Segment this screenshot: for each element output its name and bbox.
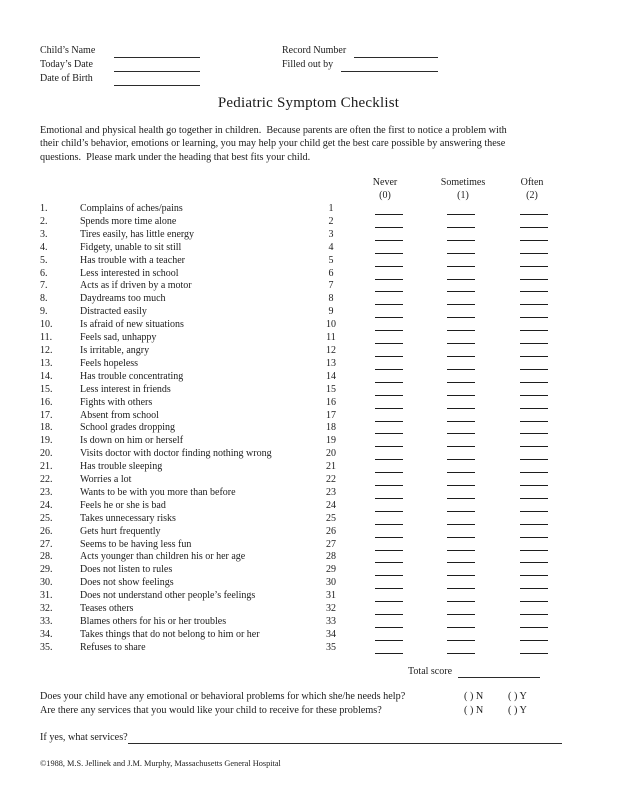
answer-blank-never[interactable] (375, 345, 403, 357)
answer-blank-never[interactable] (375, 526, 403, 538)
answer-blank-often[interactable] (520, 319, 548, 331)
checklist-row (0, 242, 617, 255)
total-score-blank[interactable] (458, 666, 540, 678)
field-label: Record Number (282, 45, 347, 56)
record-info-fields (282, 44, 438, 72)
checklist-row (0, 422, 617, 435)
item-text: Refuses to share (80, 641, 146, 653)
item-number: 7. (40, 280, 48, 292)
answer-blank-sometimes[interactable] (447, 564, 475, 576)
item-number-right: 11 (326, 332, 336, 344)
yes-no-questions (0, 690, 617, 717)
answer-blank-never[interactable] (375, 293, 403, 305)
checklist-row (0, 513, 617, 526)
answer-blank-never[interactable] (375, 448, 403, 460)
answer-blank-never[interactable] (375, 564, 403, 576)
radio-no[interactable]: ( ) N (464, 691, 484, 702)
copyright-text: ©1988, M.S. Jellinek and J.M. Murphy, Massachusetts General Hospital (40, 759, 281, 768)
answer-blank-sometimes[interactable] (447, 422, 475, 434)
rating-column-value: (0) (379, 190, 391, 201)
item-text: Visits doctor with doctor finding nothing wrong (80, 448, 272, 460)
answer-blank-sometimes[interactable] (447, 513, 475, 525)
answer-blank-never[interactable] (375, 229, 403, 241)
item-number: 9. (40, 306, 48, 318)
checklist-row (0, 293, 617, 306)
item-number: 8. (40, 293, 48, 305)
answer-blank-often[interactable] (520, 306, 548, 318)
item-number: 28. (40, 551, 53, 563)
answer-blank-sometimes[interactable] (447, 397, 475, 409)
checklist-row (0, 564, 617, 577)
item-number: 27. (40, 538, 53, 550)
item-number: 3. (40, 228, 48, 240)
item-number: 31. (40, 590, 53, 602)
answer-blank-often[interactable] (520, 564, 548, 576)
item-number: 23. (40, 486, 53, 498)
answer-blank-never[interactable] (375, 551, 403, 563)
answer-blank-never[interactable] (375, 629, 403, 641)
answer-blank-never[interactable] (375, 384, 403, 396)
answer-blank-never[interactable] (375, 280, 403, 292)
item-text: Teases others (80, 603, 134, 615)
answer-blank-never[interactable] (375, 603, 403, 615)
answer-blank-sometimes[interactable] (447, 526, 475, 538)
item-text: Blames others for his or her troubles (80, 616, 227, 627)
item-number: 29. (40, 564, 53, 576)
item-number-right: 1 (328, 203, 334, 214)
answer-blank-never[interactable] (375, 306, 403, 318)
answer-blank-often[interactable] (520, 358, 548, 370)
rating-column-label: Never (372, 177, 398, 188)
answer-blank-often[interactable] (520, 268, 548, 280)
item-number-right: 15 (326, 383, 336, 395)
checklist-row (0, 358, 617, 371)
answer-blank-sometimes[interactable] (447, 358, 475, 370)
item-number-right: 5 (328, 254, 334, 266)
answer-blank-never[interactable] (375, 203, 403, 215)
answer-blank-often[interactable] (520, 410, 548, 422)
answer-blank-sometimes[interactable] (447, 216, 475, 228)
patient-info-fields (40, 44, 200, 87)
item-number: 16. (40, 396, 53, 408)
answer-blank-sometimes[interactable] (447, 642, 475, 654)
checklist-row (0, 500, 617, 513)
answer-blank-never[interactable] (375, 539, 403, 551)
item-text: Has trouble with a teacher (80, 254, 185, 266)
answer-blank-often[interactable] (520, 577, 548, 589)
item-text: Feels he or she is bad (80, 499, 166, 511)
intro-line: Emotional and physical health go together in children. Because parents are often the first to notice a problem with (40, 125, 507, 136)
answer-blank-sometimes[interactable] (447, 616, 475, 628)
rating-column-header (373, 176, 397, 202)
checklist-row (0, 268, 617, 281)
item-number-right: 32 (326, 603, 336, 615)
answer-blank-often[interactable] (520, 216, 548, 228)
page-title: Pediatric Symptom Checklist (217, 95, 400, 111)
answer-blank-never[interactable] (375, 397, 403, 409)
rating-column-header (521, 176, 544, 202)
answer-blank-often[interactable] (520, 539, 548, 551)
answer-blank-often[interactable] (520, 474, 548, 486)
item-text: Tires easily, has little energy (80, 228, 195, 240)
answer-blank-sometimes[interactable] (447, 577, 475, 589)
radio-yes[interactable]: ( ) Y (508, 691, 527, 702)
item-number-right: 3 (328, 228, 334, 240)
answer-blank-never[interactable] (375, 487, 403, 499)
answer-blank-sometimes[interactable] (447, 539, 475, 551)
answer-blank-often[interactable] (520, 461, 548, 473)
answer-blank-sometimes[interactable] (447, 590, 475, 602)
answer-blank-never[interactable] (375, 268, 403, 280)
rating-column-label: Often (520, 177, 544, 188)
item-number: 21. (40, 461, 53, 473)
answer-blank-often[interactable] (520, 422, 548, 434)
rating-column-header (441, 176, 485, 202)
item-number: 6. (40, 267, 48, 279)
item-number: 5. (40, 254, 48, 266)
field-label: Filled out by (282, 59, 334, 71)
answer-blank-sometimes[interactable] (447, 474, 475, 486)
checklist-row (0, 577, 617, 590)
answer-blank-never[interactable] (375, 242, 403, 254)
item-number-right: 13 (326, 357, 336, 369)
field-label: Date of Birth (40, 73, 93, 85)
answer-blank-sometimes[interactable] (447, 410, 475, 422)
checklist-row (0, 280, 617, 293)
item-number: 14. (40, 370, 53, 382)
total-score (408, 666, 540, 678)
checklist-row (0, 642, 617, 655)
rating-column-value: (2) (526, 190, 538, 201)
answer-blank-often[interactable] (520, 293, 548, 305)
item-number-right: 8 (328, 293, 334, 305)
item-number: 18. (40, 422, 53, 434)
item-number-right: 7 (328, 280, 334, 292)
item-number-right: 6 (328, 267, 334, 279)
item-number-right: 26 (326, 525, 336, 537)
answer-blank-sometimes[interactable] (447, 448, 475, 460)
field-label: Child’s Name (40, 45, 96, 56)
services-blank-line[interactable] (128, 731, 562, 744)
checklist-row (0, 332, 617, 345)
question-row (0, 690, 617, 704)
field-blank-line[interactable] (341, 58, 438, 72)
answer-blank-sometimes[interactable] (447, 203, 475, 215)
item-number-right: 16 (326, 396, 336, 408)
answer-blank-never[interactable] (375, 642, 403, 654)
item-text: Less interest in friends (80, 383, 171, 395)
item-number: 11. (40, 332, 53, 344)
item-number: 15. (40, 383, 53, 395)
checklist-row (0, 255, 617, 268)
form-field-row (282, 58, 438, 72)
form-field-row (40, 72, 200, 86)
rating-column-label: Sometimes (440, 177, 486, 188)
answer-blank-sometimes[interactable] (447, 293, 475, 305)
item-number-right: 14 (326, 370, 336, 382)
answer-blank-often[interactable] (520, 397, 548, 409)
answer-blank-often[interactable] (520, 384, 548, 396)
item-number-right: 19 (326, 435, 336, 447)
checklist-items (0, 203, 617, 655)
form-field-row (40, 58, 200, 72)
item-number-right: 31 (326, 590, 336, 602)
checklist-row (0, 384, 617, 397)
field-blank-line[interactable] (114, 58, 200, 72)
item-text: Spends more time alone (80, 215, 177, 227)
item-number: 26. (40, 525, 53, 537)
item-text: Absent from school (80, 409, 159, 421)
answer-blank-never[interactable] (375, 410, 403, 422)
answer-blank-never[interactable] (375, 371, 403, 383)
item-number: 2. (40, 215, 48, 227)
item-number-right: 30 (326, 577, 336, 589)
question-row (0, 704, 617, 718)
answer-blank-never[interactable] (375, 435, 403, 447)
item-number-right: 2 (328, 215, 334, 227)
question-text: Does your child have any emotional or behavioral problems for which she/he needs help? (40, 691, 406, 702)
intro-line: questions. Please mark under the heading that best fits your child. (40, 151, 311, 163)
checklist-row (0, 216, 617, 229)
answer-blank-sometimes[interactable] (447, 319, 475, 331)
item-text: Daydreams too much (80, 293, 166, 305)
item-text: Acts as if driven by a motor (80, 280, 192, 292)
answer-blank-sometimes[interactable] (447, 242, 475, 254)
item-text: Acts younger than children his or her age (80, 551, 246, 563)
answer-blank-often[interactable] (520, 371, 548, 383)
field-blank-line[interactable] (114, 72, 200, 86)
item-number: 34. (40, 628, 53, 640)
answer-blank-often[interactable] (520, 255, 548, 267)
answer-blank-sometimes[interactable] (447, 371, 475, 383)
item-number-right: 9 (328, 306, 334, 318)
item-text: Takes unnecessary risks (80, 512, 176, 524)
answer-blank-often[interactable] (520, 642, 548, 654)
item-text: Distracted easily (80, 306, 147, 318)
item-number-right: 10 (326, 319, 336, 331)
rating-column-value: (1) (457, 190, 469, 201)
item-number-right: 4 (328, 241, 334, 253)
item-number: 17. (40, 409, 53, 421)
services-question-label: If yes, what services? (40, 732, 128, 743)
item-number-right: 21 (326, 461, 336, 473)
services-question (40, 731, 562, 744)
item-text: Fidgety, unable to sit still (80, 241, 182, 253)
item-text: Does not understand other people’s feelings (80, 590, 256, 602)
item-number-right: 23 (326, 486, 336, 498)
answer-blank-often[interactable] (520, 345, 548, 357)
item-text: Does not show feelings (80, 577, 174, 589)
answer-blank-never[interactable] (375, 577, 403, 589)
answer-blank-often[interactable] (520, 448, 548, 460)
item-text: Worries a lot (80, 474, 132, 486)
item-number: 12. (40, 344, 53, 356)
answer-blank-sometimes[interactable] (447, 435, 475, 447)
item-number: 35. (40, 641, 53, 653)
answer-blank-often[interactable] (520, 513, 548, 525)
item-text: Seems to be having less fun (80, 538, 192, 550)
checklist-row (0, 487, 617, 500)
answer-blank-never[interactable] (375, 422, 403, 434)
answer-blank-never[interactable] (375, 513, 403, 525)
answer-blank-never[interactable] (375, 590, 403, 602)
answer-blank-sometimes[interactable] (447, 345, 475, 357)
answer-blank-never[interactable] (375, 500, 403, 512)
item-text: Feels hopeless (80, 357, 139, 369)
field-label: Today’s Date (40, 59, 93, 71)
answer-blank-often[interactable] (520, 280, 548, 292)
item-number: 30. (40, 577, 53, 589)
item-text: Does not listen to rules (80, 564, 173, 576)
item-number-right: 35 (326, 641, 336, 653)
item-number: 10. (40, 319, 53, 331)
checklist-row (0, 229, 617, 242)
answer-blank-sometimes[interactable] (447, 487, 475, 499)
item-number-right: 18 (326, 422, 336, 434)
checklist-row (0, 306, 617, 319)
answer-blank-often[interactable] (520, 629, 548, 641)
checklist-row (0, 397, 617, 410)
item-number: 24. (40, 499, 53, 511)
answer-blank-often[interactable] (520, 229, 548, 241)
answer-blank-often[interactable] (520, 435, 548, 447)
item-text: Has trouble concentrating (80, 370, 184, 382)
item-number: 1. (40, 203, 48, 214)
answer-blank-often[interactable] (520, 242, 548, 254)
checklist-row (0, 474, 617, 487)
item-number-right: 24 (326, 499, 336, 511)
checklist-row (0, 410, 617, 423)
item-number-right: 33 (326, 616, 336, 627)
answer-blank-never[interactable] (375, 255, 403, 267)
answer-blank-never[interactable] (375, 319, 403, 331)
form-field-row (40, 44, 200, 58)
checklist-row (0, 435, 617, 448)
item-text: Is afraid of new situations (80, 319, 184, 331)
answer-blank-sometimes[interactable] (447, 629, 475, 641)
item-text: Wants to be with you more than before (80, 486, 236, 498)
answer-blank-sometimes[interactable] (447, 500, 475, 512)
answer-blank-often[interactable] (520, 616, 548, 628)
item-number: 32. (40, 603, 53, 615)
answer-blank-never[interactable] (375, 358, 403, 370)
answer-blank-sometimes[interactable] (447, 229, 475, 241)
item-text: Gets hurt frequently (80, 525, 161, 537)
item-number-right: 27 (326, 538, 336, 550)
answer-blank-often[interactable] (520, 590, 548, 602)
checklist-row (0, 526, 617, 539)
item-number: 19. (40, 435, 53, 447)
answer-blank-sometimes[interactable] (447, 255, 475, 267)
answer-blank-sometimes[interactable] (447, 280, 475, 292)
checklist-row (0, 203, 617, 216)
checklist-row (0, 616, 617, 629)
answer-blank-often[interactable] (520, 203, 548, 215)
answer-blank-never[interactable] (375, 216, 403, 228)
answer-blank-never[interactable] (375, 474, 403, 486)
answer-blank-sometimes[interactable] (447, 461, 475, 473)
checklist-row (0, 319, 617, 332)
item-text: Fights with others (80, 396, 153, 408)
total-score-label: Total score (408, 666, 453, 677)
item-text: Is down on him or herself (80, 435, 184, 447)
answer-blank-often[interactable] (520, 487, 548, 499)
item-text: Takes things that do not belong to him or her (80, 628, 260, 640)
answer-blank-often[interactable] (520, 551, 548, 563)
answer-blank-sometimes[interactable] (447, 268, 475, 280)
item-number-right: 28 (326, 551, 336, 563)
item-number: 4. (40, 241, 48, 253)
answer-blank-often[interactable] (520, 603, 548, 615)
item-number-right: 12 (326, 344, 336, 356)
item-text: Complains of aches/pains (80, 203, 183, 214)
answer-blank-often[interactable] (520, 526, 548, 538)
item-number-right: 22 (326, 474, 336, 486)
item-number-right: 25 (326, 512, 336, 524)
checklist-row (0, 629, 617, 642)
form-field-row (282, 44, 438, 58)
checklist-row (0, 448, 617, 461)
item-number-right: 34 (326, 628, 336, 640)
item-number: 22. (40, 474, 53, 486)
radio-yes[interactable]: ( ) Y (508, 704, 527, 716)
intro-line: their child’s behavior, emotions or learning, you may help your child get the best care possible by answering these (40, 138, 506, 150)
checklist-row (0, 539, 617, 552)
item-text: School grades dropping (80, 422, 175, 434)
field-blank-line[interactable] (114, 44, 200, 58)
intro-text (40, 124, 600, 164)
answer-blank-never[interactable] (375, 332, 403, 344)
answer-blank-never[interactable] (375, 461, 403, 473)
answer-blank-often[interactable] (520, 332, 548, 344)
item-text: Has trouble sleeping (80, 461, 163, 473)
item-number: 33. (40, 616, 53, 627)
answer-blank-sometimes[interactable] (447, 306, 475, 318)
field-blank-line[interactable] (354, 44, 438, 58)
item-number: 25. (40, 512, 53, 524)
radio-no[interactable]: ( ) N (464, 704, 484, 716)
question-text: Are there any services that you would like your child to receive for these problems? (40, 704, 382, 716)
answer-blank-often[interactable] (520, 500, 548, 512)
answer-blank-never[interactable] (375, 616, 403, 628)
answer-blank-sometimes[interactable] (447, 551, 475, 563)
rating-column-headers (0, 176, 617, 203)
item-text: Less interested in school (80, 267, 179, 279)
item-number-right: 17 (326, 409, 336, 421)
checklist-row (0, 551, 617, 564)
answer-blank-sometimes[interactable] (447, 603, 475, 615)
item-number: 20. (40, 448, 53, 460)
checklist-row (0, 603, 617, 616)
item-number: 13. (40, 357, 53, 369)
item-text: Feels sad, unhappy (80, 332, 157, 344)
answer-blank-sometimes[interactable] (447, 384, 475, 396)
checklist-row (0, 461, 617, 474)
checklist-row (0, 590, 617, 603)
checklist-row (0, 371, 617, 384)
checklist-row (0, 345, 617, 358)
item-number-right: 20 (326, 448, 336, 460)
answer-blank-sometimes[interactable] (447, 332, 475, 344)
item-number-right: 29 (326, 564, 336, 576)
item-text: Is irritable, angry (80, 344, 150, 356)
